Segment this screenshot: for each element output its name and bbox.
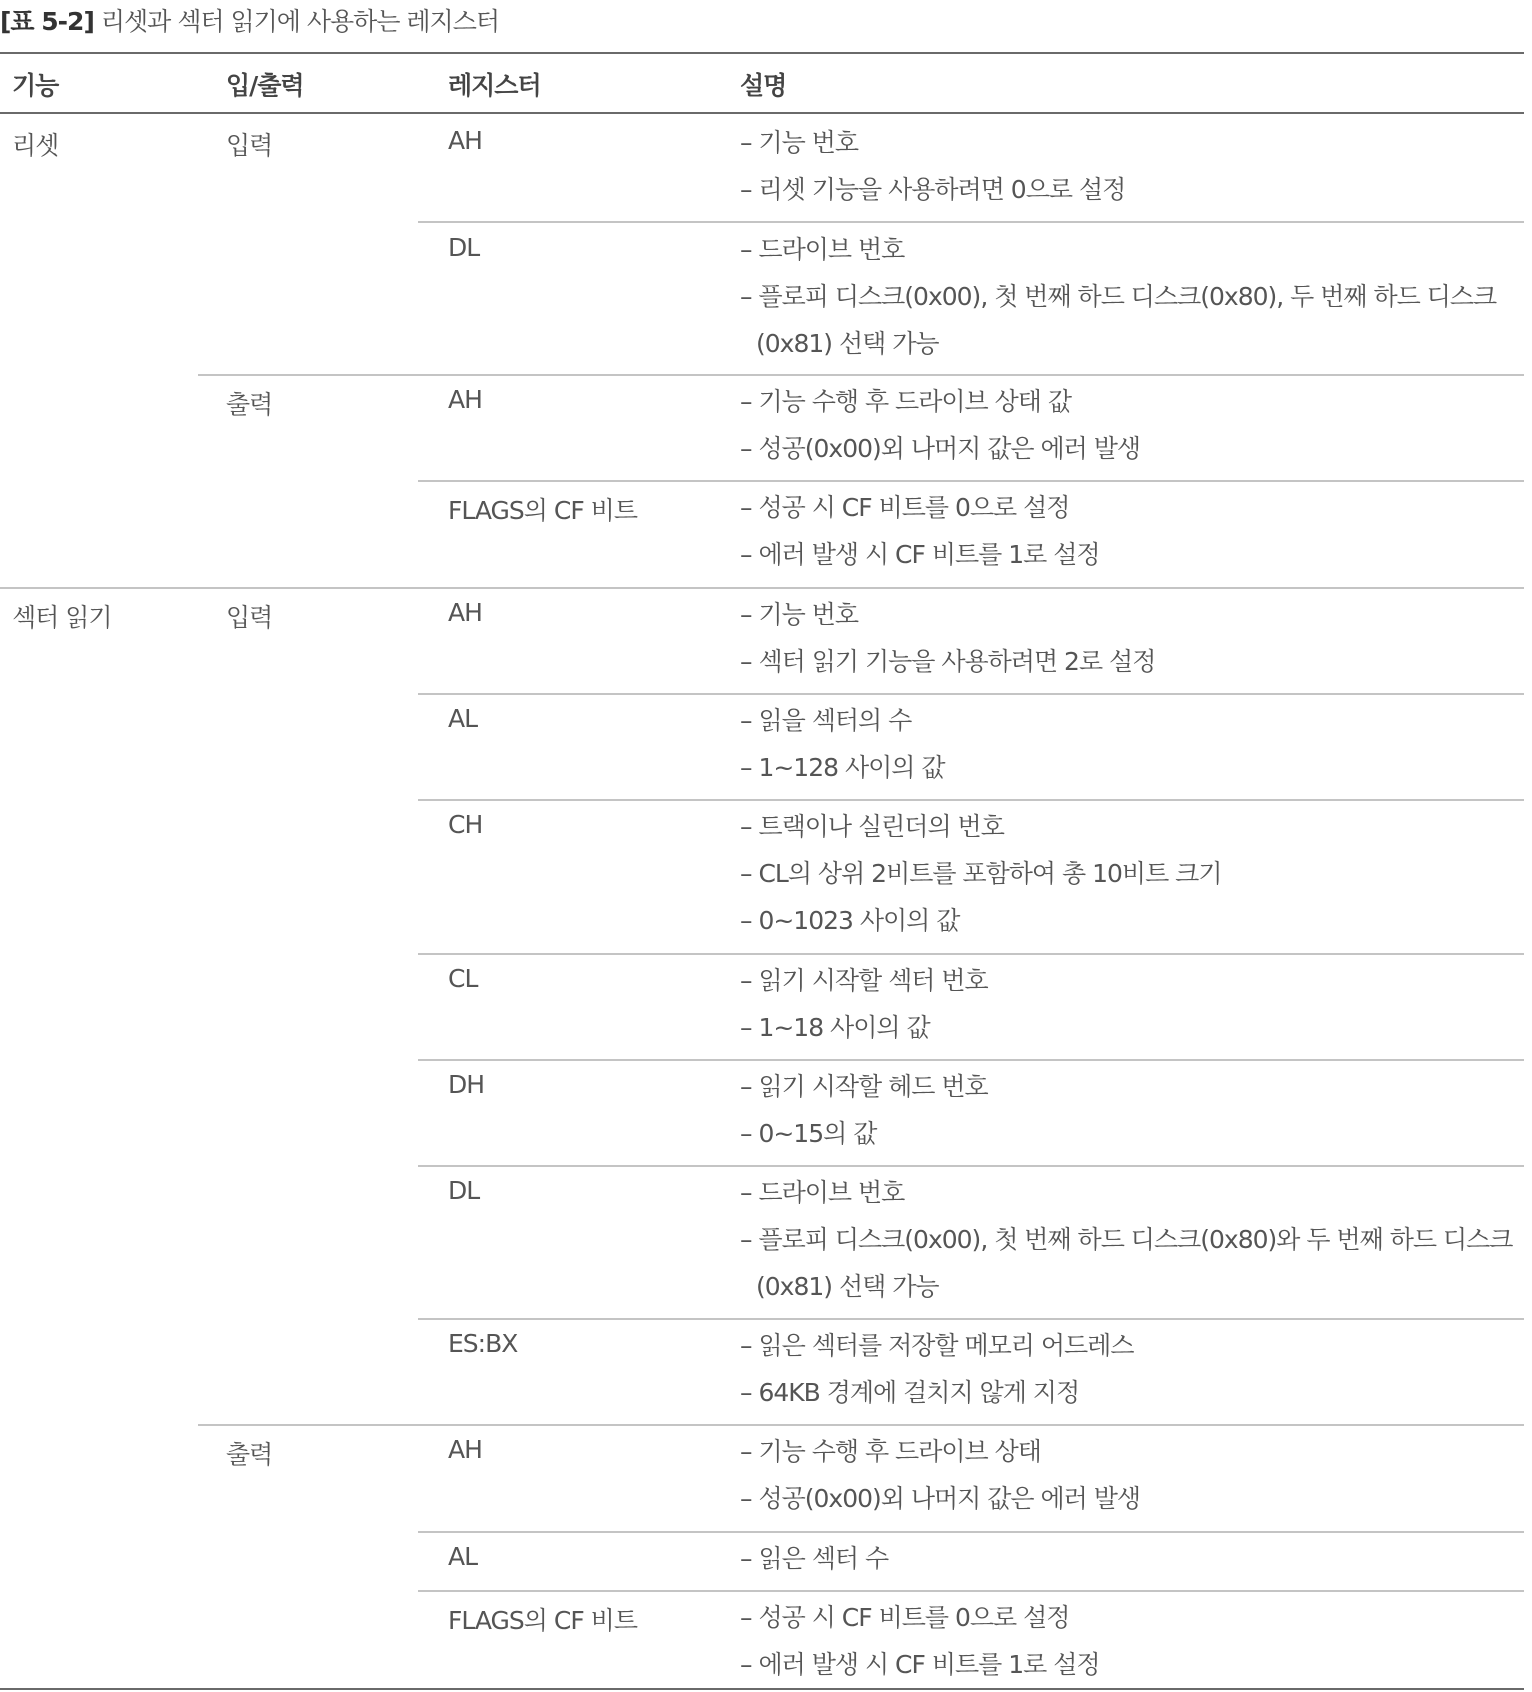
description-line: (0x81) 선택 가능 xyxy=(756,329,939,358)
description-line: – 0~15의 값 xyxy=(740,1119,877,1148)
description-line: – 섹터 읽기 기능을 사용하려면 2로 설정 xyxy=(740,647,1156,676)
description-line: – 읽을 섹터의 수 xyxy=(740,706,912,735)
io-read-input: 입력 xyxy=(226,603,273,632)
description-line: – 기능 수행 후 드라이브 상태 값 xyxy=(740,387,1071,416)
description-line: – 에러 발생 시 CF 비트를 1로 설정 xyxy=(740,540,1100,569)
description-line: – 읽은 섹터를 저장할 메모리 어드레스 xyxy=(740,1331,1134,1360)
description-line: – 에러 발생 시 CF 비트를 1로 설정 xyxy=(740,1650,1100,1679)
row-divider xyxy=(418,480,1524,482)
description-line: – 성공(0x00)외 나머지 값은 에러 발생 xyxy=(740,434,1141,463)
io-reset-input: 입력 xyxy=(226,131,273,160)
header-register: 레지스터 xyxy=(448,71,541,100)
description-cell xyxy=(740,957,988,1051)
register-cell: DL xyxy=(448,1176,480,1205)
top-rule xyxy=(0,52,1524,54)
description-cell xyxy=(740,226,1496,367)
description-line: – 1~128 사이의 값 xyxy=(740,753,945,782)
description-cell xyxy=(740,591,1155,685)
io-read-output: 출력 xyxy=(226,1440,273,1469)
description-line: (0x81) 선택 가능 xyxy=(756,1272,939,1301)
register-cell: AH xyxy=(448,1435,482,1464)
register-cell: FLAGS의 CF 비트 xyxy=(448,1606,637,1635)
description-line: – 읽은 섹터 수 xyxy=(740,1544,889,1573)
header-function: 기능 xyxy=(12,71,59,100)
register-cell: AH xyxy=(448,385,482,414)
description-line: – 성공 시 CF 비트를 0으로 설정 xyxy=(740,493,1070,522)
description-cell xyxy=(740,697,945,791)
register-cell: CH xyxy=(448,810,483,839)
description-line: – 기능 번호 xyxy=(740,600,858,629)
row-divider xyxy=(418,221,1524,223)
register-cell: DL xyxy=(448,233,480,262)
row-divider xyxy=(418,1318,1524,1320)
description-line: – 성공 시 CF 비트를 0으로 설정 xyxy=(740,1603,1070,1632)
description-line: – 64KB 경계에 걸치지 않게 지정 xyxy=(740,1378,1080,1407)
description-line: – 읽기 시작할 헤드 번호 xyxy=(740,1072,988,1101)
description-line: – 기능 수행 후 드라이브 상태 xyxy=(740,1437,1041,1466)
register-cell: ES:BX xyxy=(448,1329,518,1358)
description-line: – 플로피 디스크(0x00), 첫 번째 하드 디스크(0x80)와 두 번째 하드 디스크 xyxy=(740,1225,1513,1254)
description-cell xyxy=(740,1535,888,1582)
bottom-rule xyxy=(0,1688,1524,1690)
row-divider xyxy=(418,953,1524,955)
row-divider xyxy=(418,1590,1524,1592)
description-cell xyxy=(740,119,1125,213)
row-divider xyxy=(198,1424,1524,1426)
description-line: – 플로피 디스크(0x00), 첫 번째 하드 디스크(0x80), 두 번째 하드 디스크 xyxy=(740,282,1497,311)
register-cell: AL xyxy=(448,704,478,733)
description-line: – 0~1023 사이의 값 xyxy=(740,906,960,935)
register-cell: FLAGS의 CF 비트 xyxy=(448,496,637,525)
row-divider xyxy=(418,1531,1524,1533)
register-cell: AL xyxy=(448,1542,478,1571)
row-divider xyxy=(418,1059,1524,1061)
io-reset-output: 출력 xyxy=(226,390,273,419)
description-line: – 드라이브 번호 xyxy=(740,235,905,264)
register-cell: DH xyxy=(448,1070,485,1099)
description-line: – 1~18 사이의 값 xyxy=(740,1013,930,1042)
description-cell xyxy=(740,1063,988,1157)
register-cell: CL xyxy=(448,964,478,993)
description-cell xyxy=(740,1428,1140,1522)
description-cell xyxy=(740,1594,1100,1688)
row-divider xyxy=(198,374,1524,376)
group-reset: 리셋 xyxy=(12,131,59,160)
register-cell: AH xyxy=(448,598,482,627)
description-cell xyxy=(740,1169,1512,1310)
description-line: – 읽기 시작할 섹터 번호 xyxy=(740,966,988,995)
description-line: – 트랙이나 실린더의 번호 xyxy=(740,812,1004,841)
description-cell xyxy=(740,378,1140,472)
row-divider xyxy=(418,799,1524,801)
header-description: 설명 xyxy=(740,71,787,100)
table-title: 리셋과 섹터 읽기에 사용하는 레지스터 xyxy=(93,7,500,36)
header-rule xyxy=(0,112,1524,114)
description-line: – 성공(0x00)외 나머지 값은 에러 발생 xyxy=(740,1484,1141,1513)
description-line: – 드라이브 번호 xyxy=(740,1178,905,1207)
description-line: – 리셋 기능을 사용하려면 0으로 설정 xyxy=(740,175,1126,204)
group-sector-read: 섹터 읽기 xyxy=(12,603,112,632)
register-cell: AH xyxy=(448,126,482,155)
table-number: [표 5-2] xyxy=(0,7,94,36)
description-cell xyxy=(740,803,1221,944)
row-divider xyxy=(0,587,1524,589)
table-caption xyxy=(0,2,499,38)
description-line: – CL의 상위 2비트를 포함하여 총 10비트 크기 xyxy=(740,859,1222,888)
header-io: 입/출력 xyxy=(226,71,304,100)
description-cell xyxy=(740,484,1100,578)
description-cell xyxy=(740,1322,1134,1416)
row-divider xyxy=(418,1165,1524,1167)
description-line: – 기능 번호 xyxy=(740,128,858,157)
row-divider xyxy=(418,693,1524,695)
